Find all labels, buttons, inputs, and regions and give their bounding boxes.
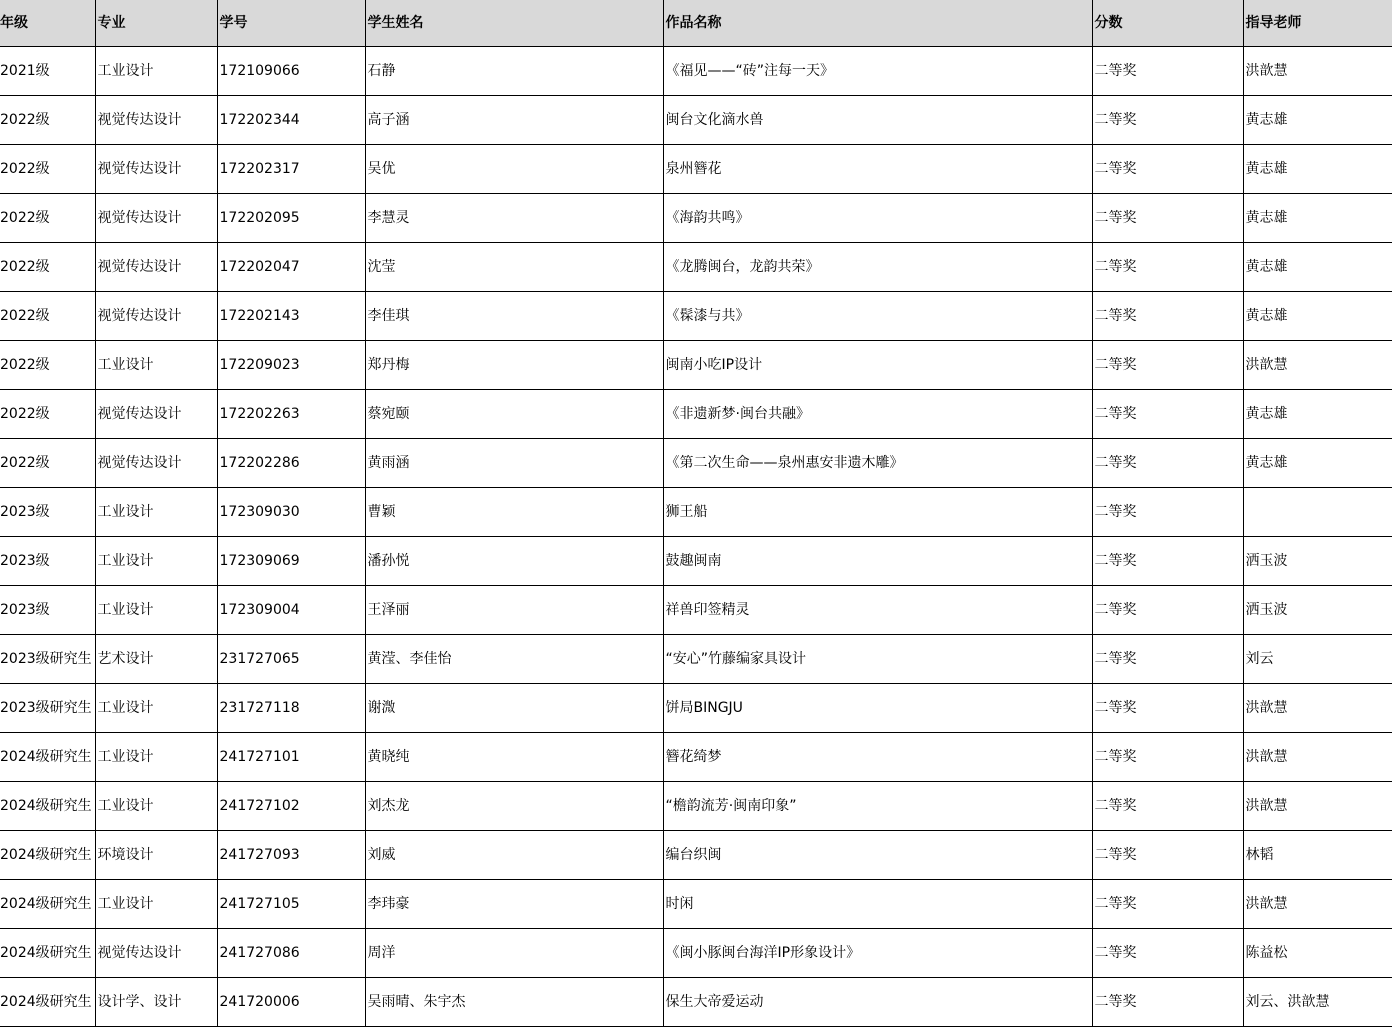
cell-grade: 2022级 — [0, 390, 95, 439]
table-row — [0, 390, 1392, 439]
cell-student-id: 172202317 — [217, 145, 365, 194]
cell-major: 环境设计 — [95, 831, 217, 880]
cell-major: 艺术设计 — [95, 635, 217, 684]
cell-student-name: 周洋 — [365, 929, 663, 978]
cell-student-id: 231727065 — [217, 635, 365, 684]
cell-student-name: 吴雨晴、朱宇杰 — [365, 978, 663, 1027]
cell-grade: 2022级 — [0, 243, 95, 292]
cell-grade: 2024级研究生 — [0, 978, 95, 1027]
cell-student-id: 172209023 — [217, 341, 365, 390]
cell-advisor: 黄志雄 — [1243, 194, 1392, 243]
cell-student-name: 王泽丽 — [365, 586, 663, 635]
cell-grade: 2023级 — [0, 537, 95, 586]
cell-advisor: 林韬 — [1243, 831, 1392, 880]
cell-score: 二等奖 — [1092, 47, 1243, 96]
cell-advisor: 洪歆慧 — [1243, 684, 1392, 733]
cell-student-name: 黄晓纯 — [365, 733, 663, 782]
cell-grade: 2022级 — [0, 194, 95, 243]
header-row — [0, 0, 1392, 47]
cell-work-title: 簪花绮梦 — [663, 733, 1092, 782]
header-score: 分数 — [1092, 0, 1243, 47]
cell-student-name: 黄雨涵 — [365, 439, 663, 488]
cell-major: 视觉传达设计 — [95, 292, 217, 341]
header-grade: 年级 — [0, 0, 95, 47]
cell-grade: 2024级研究生 — [0, 782, 95, 831]
cell-grade: 2022级 — [0, 96, 95, 145]
cell-student-id: 172309004 — [217, 586, 365, 635]
cell-major: 工业设计 — [95, 880, 217, 929]
cell-major: 工业设计 — [95, 341, 217, 390]
cell-student-id: 172109066 — [217, 47, 365, 96]
cell-work-title: 泉州簪花 — [663, 145, 1092, 194]
cell-grade: 2024级研究生 — [0, 831, 95, 880]
cell-advisor: 刘云 — [1243, 635, 1392, 684]
cell-score: 二等奖 — [1092, 831, 1243, 880]
cell-student-id: 172202263 — [217, 390, 365, 439]
cell-student-id: 172202344 — [217, 96, 365, 145]
cell-grade: 2023级 — [0, 586, 95, 635]
cell-student-name: 李慧灵 — [365, 194, 663, 243]
cell-major: 设计学、设计 — [95, 978, 217, 1027]
cell-advisor: 陈益松 — [1243, 929, 1392, 978]
cell-work-title: 《闽小豚闽台海洋IP形象设计》 — [663, 929, 1092, 978]
cell-advisor: 刘云、洪歆慧 — [1243, 978, 1392, 1027]
cell-major: 视觉传达设计 — [95, 929, 217, 978]
cell-grade: 2022级 — [0, 292, 95, 341]
cell-grade: 2022级 — [0, 439, 95, 488]
cell-grade: 2023级研究生 — [0, 684, 95, 733]
table-row — [0, 243, 1392, 292]
table-row — [0, 733, 1392, 782]
cell-student-name: 李玮豪 — [365, 880, 663, 929]
cell-major: 视觉传达设计 — [95, 439, 217, 488]
cell-score: 二等奖 — [1092, 390, 1243, 439]
cell-work-title: 时闲 — [663, 880, 1092, 929]
cell-student-name: 黄滢、李佳怡 — [365, 635, 663, 684]
cell-student-id: 241727093 — [217, 831, 365, 880]
table-row — [0, 96, 1392, 145]
cell-student-id: 172202286 — [217, 439, 365, 488]
cell-work-title: 《福见——“砖”注每一天》 — [663, 47, 1092, 96]
table-row — [0, 929, 1392, 978]
cell-student-id: 241720006 — [217, 978, 365, 1027]
cell-work-title: 闽南小吃IP设计 — [663, 341, 1092, 390]
table-row — [0, 880, 1392, 929]
cell-grade: 2023级研究生 — [0, 635, 95, 684]
header-advisor: 指导老师 — [1243, 0, 1392, 47]
cell-score: 二等奖 — [1092, 684, 1243, 733]
cell-student-name: 郑丹梅 — [365, 341, 663, 390]
cell-grade: 2023级 — [0, 488, 95, 537]
cell-student-name: 刘威 — [365, 831, 663, 880]
header-major: 专业 — [95, 0, 217, 47]
cell-work-title: “安心”竹藤编家具设计 — [663, 635, 1092, 684]
table-row — [0, 635, 1392, 684]
cell-grade: 2024级研究生 — [0, 929, 95, 978]
cell-work-title: 祥兽印签精灵 — [663, 586, 1092, 635]
cell-score: 二等奖 — [1092, 194, 1243, 243]
cell-student-id: 241727105 — [217, 880, 365, 929]
cell-student-name: 石静 — [365, 47, 663, 96]
table-row — [0, 47, 1392, 96]
table-row — [0, 292, 1392, 341]
cell-score: 二等奖 — [1092, 733, 1243, 782]
cell-student-name: 李佳琪 — [365, 292, 663, 341]
cell-score: 二等奖 — [1092, 635, 1243, 684]
cell-student-id: 172309030 — [217, 488, 365, 537]
cell-work-title: 保生大帝爱运动 — [663, 978, 1092, 1027]
table-row — [0, 782, 1392, 831]
cell-score: 二等奖 — [1092, 145, 1243, 194]
cell-major: 工业设计 — [95, 488, 217, 537]
table-row — [0, 194, 1392, 243]
table-row — [0, 145, 1392, 194]
cell-work-title: 《第二次生命——泉州惠安非遗木雕》 — [663, 439, 1092, 488]
cell-grade: 2022级 — [0, 145, 95, 194]
table-body — [0, 47, 1392, 1027]
cell-work-title: 编台织闽 — [663, 831, 1092, 880]
header-work-title: 作品名称 — [663, 0, 1092, 47]
cell-major: 工业设计 — [95, 537, 217, 586]
table-row — [0, 586, 1392, 635]
cell-student-id: 172202143 — [217, 292, 365, 341]
cell-score: 二等奖 — [1092, 586, 1243, 635]
cell-major: 视觉传达设计 — [95, 243, 217, 292]
cell-student-id: 241727101 — [217, 733, 365, 782]
cell-score: 二等奖 — [1092, 929, 1243, 978]
table-row — [0, 488, 1392, 537]
cell-student-name: 蔡宛颐 — [365, 390, 663, 439]
cell-work-title: 《非遗新梦·闽台共融》 — [663, 390, 1092, 439]
cell-advisor: 黄志雄 — [1243, 145, 1392, 194]
cell-grade: 2024级研究生 — [0, 733, 95, 782]
cell-major: 工业设计 — [95, 47, 217, 96]
cell-work-title: 《髹漆与共》 — [663, 292, 1092, 341]
cell-advisor: 黄志雄 — [1243, 243, 1392, 292]
cell-advisor: 洒玉波 — [1243, 586, 1392, 635]
cell-work-title: 狮王船 — [663, 488, 1092, 537]
cell-student-id: 241727086 — [217, 929, 365, 978]
cell-student-id: 172202047 — [217, 243, 365, 292]
cell-score: 二等奖 — [1092, 880, 1243, 929]
cell-student-name: 高子涵 — [365, 96, 663, 145]
cell-work-title: 鼓趣闽南 — [663, 537, 1092, 586]
cell-major: 工业设计 — [95, 782, 217, 831]
cell-major: 视觉传达设计 — [95, 96, 217, 145]
cell-advisor — [1243, 488, 1392, 537]
cell-score: 二等奖 — [1092, 537, 1243, 586]
cell-score: 二等奖 — [1092, 439, 1243, 488]
cell-advisor: 洒玉波 — [1243, 537, 1392, 586]
cell-major: 视觉传达设计 — [95, 194, 217, 243]
cell-work-title: 饼局BINGJU — [663, 684, 1092, 733]
cell-advisor: 洪歆慧 — [1243, 341, 1392, 390]
cell-major: 视觉传达设计 — [95, 390, 217, 439]
table-row — [0, 537, 1392, 586]
cell-advisor: 黄志雄 — [1243, 439, 1392, 488]
header-student-id: 学号 — [217, 0, 365, 47]
cell-major: 工业设计 — [95, 586, 217, 635]
cell-score: 二等奖 — [1092, 292, 1243, 341]
cell-advisor: 黄志雄 — [1243, 390, 1392, 439]
cell-advisor: 洪歆慧 — [1243, 47, 1392, 96]
cell-grade: 2021级 — [0, 47, 95, 96]
cell-work-title: 《海韵共鸣》 — [663, 194, 1092, 243]
cell-student-name: 谢溦 — [365, 684, 663, 733]
cell-score: 二等奖 — [1092, 488, 1243, 537]
cell-student-id: 231727118 — [217, 684, 365, 733]
cell-score: 二等奖 — [1092, 96, 1243, 145]
cell-advisor: 洪歆慧 — [1243, 782, 1392, 831]
cell-major: 工业设计 — [95, 733, 217, 782]
cell-major: 视觉传达设计 — [95, 145, 217, 194]
cell-work-title: “檐韵流芳·闽南印象” — [663, 782, 1092, 831]
cell-score: 二等奖 — [1092, 978, 1243, 1027]
header-student-name: 学生姓名 — [365, 0, 663, 47]
cell-advisor: 洪歆慧 — [1243, 733, 1392, 782]
cell-student-name: 潘孙悦 — [365, 537, 663, 586]
table-row — [0, 439, 1392, 488]
cell-score: 二等奖 — [1092, 243, 1243, 292]
table-row — [0, 978, 1392, 1027]
cell-student-id: 241727102 — [217, 782, 365, 831]
cell-advisor: 黄志雄 — [1243, 96, 1392, 145]
cell-student-id: 172202095 — [217, 194, 365, 243]
table-row — [0, 341, 1392, 390]
table-row — [0, 684, 1392, 733]
cell-work-title: 闽台文化滴水兽 — [663, 96, 1092, 145]
cell-student-name: 刘杰龙 — [365, 782, 663, 831]
cell-score: 二等奖 — [1092, 341, 1243, 390]
cell-student-id: 172309069 — [217, 537, 365, 586]
table-row — [0, 831, 1392, 880]
cell-student-name: 吴优 — [365, 145, 663, 194]
cell-student-name: 沈莹 — [365, 243, 663, 292]
cell-major: 工业设计 — [95, 684, 217, 733]
cell-score: 二等奖 — [1092, 782, 1243, 831]
cell-advisor: 黄志雄 — [1243, 292, 1392, 341]
cell-grade: 2024级研究生 — [0, 880, 95, 929]
cell-grade: 2022级 — [0, 341, 95, 390]
cell-work-title: 《龙腾闽台，龙韵共荣》 — [663, 243, 1092, 292]
cell-student-name: 曹颖 — [365, 488, 663, 537]
cell-advisor: 洪歆慧 — [1243, 880, 1392, 929]
